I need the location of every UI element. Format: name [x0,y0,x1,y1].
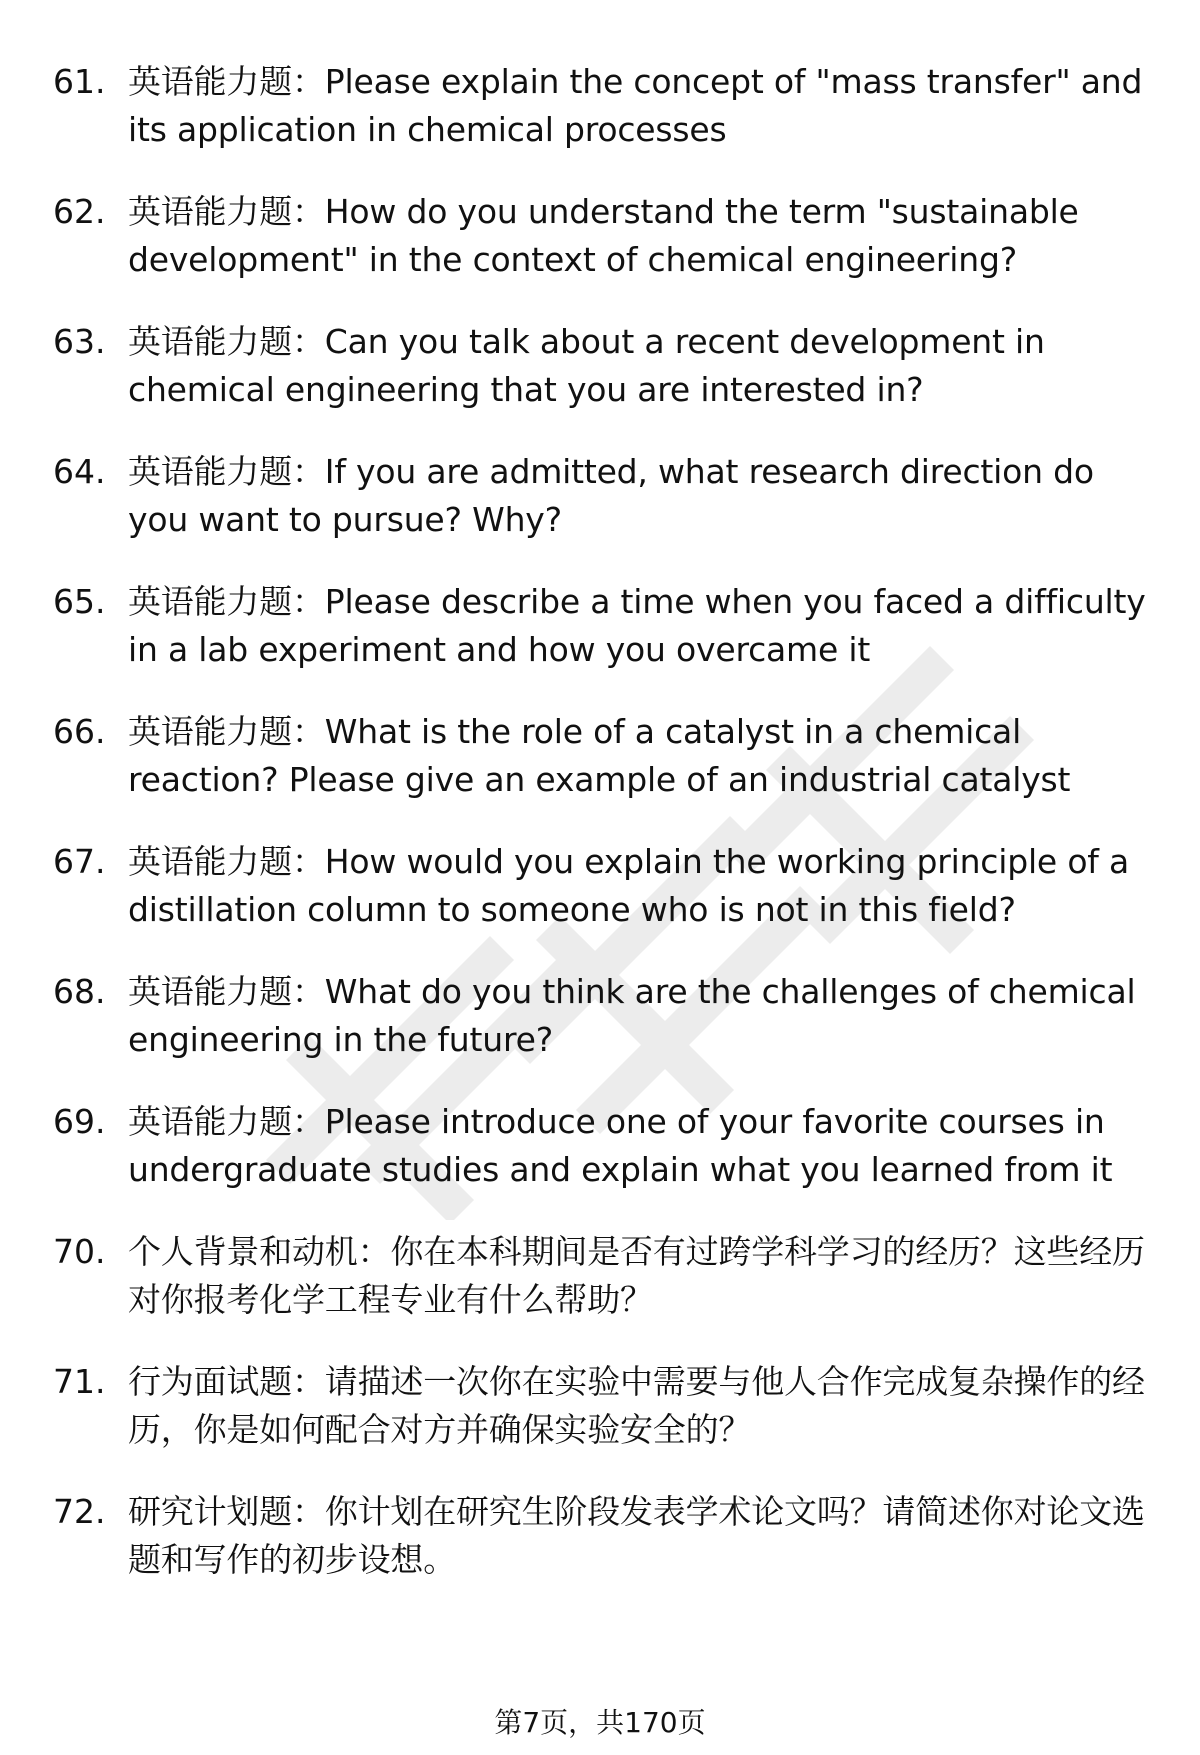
page-number-footer: 第7页，共170页 [494,1706,706,1739]
question-text: 英语能力题：How would you explain the working principle of a distillation column to someone who is not in this field? [128,842,1130,929]
question-item [0,1098,1200,1194]
question-text: 英语能力题：Please describe a time when you faced a difficulty in a lab experiment and how you overcame it [128,582,1146,669]
question-text: 个人背景和动机：你在本科期间是否有过跨学科学习的经历？这些经历对你报考化学工程专业有什么帮助？ [128,1232,1145,1319]
question-number: 71. [53,1362,106,1401]
question-item [0,188,1200,284]
question-item [0,448,1200,544]
question-item [0,318,1200,414]
question-text: 研究计划题：你计划在研究生阶段发表学术论文吗？请简述你对论文选题和写作的初步设想。 [128,1492,1145,1579]
question-item [0,968,1200,1064]
question-number: 61. [53,62,106,101]
question-number: 66. [53,712,106,751]
question-number: 72. [53,1492,106,1531]
question-number: 68. [53,972,106,1011]
question-list [0,58,1200,1618]
question-number: 62. [53,192,106,231]
question-number: 63. [53,322,106,361]
question-item [0,1358,1200,1454]
question-text: 英语能力题：What do you think are the challenges of chemical engineering in the future? [128,972,1136,1059]
question-text: 英语能力题：Please introduce one of your favorite courses in undergraduate studies and explain what you learned from it [128,1102,1113,1189]
question-number: 69. [53,1102,106,1141]
question-text: 行为面试题：请描述一次你在实验中需要与他人合作完成复杂操作的经历，你是如何配合对方并确保实验安全的？ [128,1362,1145,1449]
question-number: 67. [53,842,106,881]
question-text: 英语能力题：If you are admitted, what research direction do you want to pursue? Why? [128,452,1094,539]
question-item [0,838,1200,934]
question-text: 英语能力题：Can you talk about a recent development in chemical engineering that you are interested in? [128,322,1045,409]
question-number: 70. [53,1232,106,1271]
question-item [0,578,1200,674]
question-number: 65. [53,582,106,621]
question-item [0,1488,1200,1584]
question-number: 64. [53,452,106,491]
question-item [0,58,1200,154]
question-item [0,1228,1200,1324]
question-text: 英语能力题：Please explain the concept of "mass transfer" and its application in chemical processes [128,62,1143,149]
question-item [0,708,1200,804]
question-text: 英语能力题：How do you understand the term "sustainable development" in the context of chemical engineering? [128,192,1079,279]
question-text: 英语能力题：What is the role of a catalyst in a chemical reaction? Please give an example of an industrial catalyst [128,712,1071,799]
